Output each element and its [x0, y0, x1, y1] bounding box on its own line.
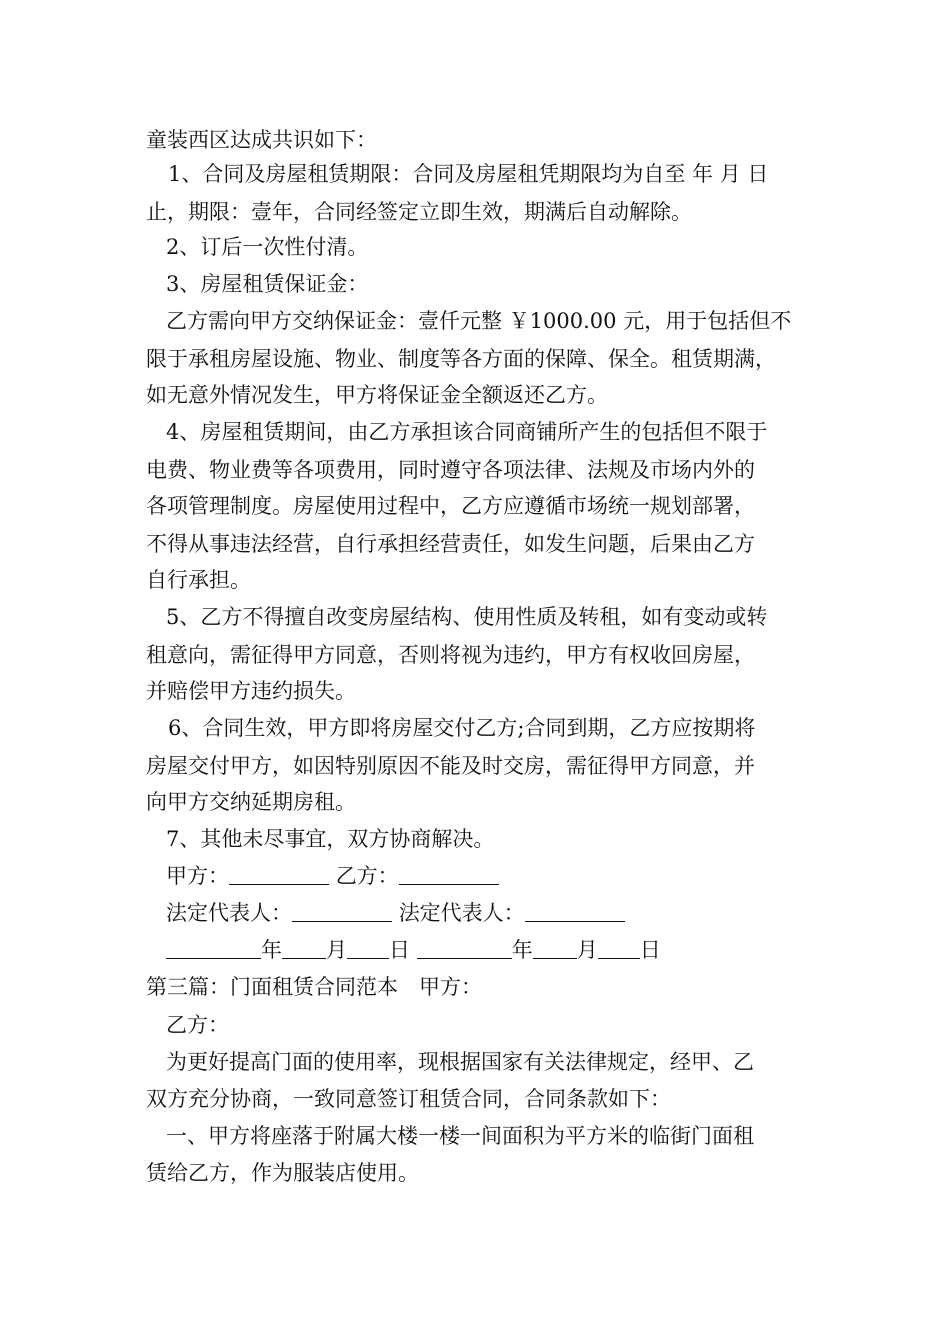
year-label: 年 [511, 938, 533, 962]
month-label: 月 [576, 938, 598, 962]
text-line: 自行承担。 [146, 568, 251, 592]
text-line: 限于承租房屋设施、物业、制度等各方面的保障、保全。租赁期满， [146, 347, 776, 371]
party-b-label: 乙方： [335, 864, 399, 888]
signature-representatives [166, 898, 625, 928]
text-line: 乙方： [166, 1013, 229, 1037]
clause-3: 3、房屋租赁保证金： [166, 272, 369, 296]
clause-7: 7、其他未尽事宜，双方协商解决。 [166, 827, 495, 851]
text-line: 各项管理制度。房屋使用过程中，乙方应遵循市场统一规划部署， [146, 494, 755, 518]
text-line: 童装西区达成共识如下： [146, 128, 377, 152]
text-line: 并赔偿甲方违约损失。 [146, 679, 356, 703]
text-line: 电费、物业费等各项费用，同时遵守各项法律、法规及市场内外的 [146, 458, 755, 482]
year-a-blank [166, 938, 261, 959]
party-b-blank [399, 864, 499, 885]
text-line: 房屋交付甲方，如因特别原因不能及时交房，需征得甲方同意，并 [146, 754, 755, 778]
day-label: 日 [389, 938, 410, 962]
day-a-blank [347, 938, 389, 959]
day-b-blank [598, 938, 640, 959]
year-b-blank [417, 938, 512, 959]
signature-dates [166, 935, 661, 965]
day-label: 日 [639, 938, 661, 962]
clause-4: 4、房屋租赁期间，由乙方承担该合同商铺所产生的包括但不限于 [166, 420, 768, 444]
text-line: 不得从事违法经营，自行承担经营责任，如发生问题，后果由乙方 [146, 532, 755, 556]
rep-a-blank [292, 901, 392, 922]
clause-6: 6、合同生效，甲方即将房屋交付乙方;合同到期，乙方应按期将 [168, 716, 756, 740]
rep-b-label: 法定代表人： [398, 901, 525, 925]
month-a-blank [282, 938, 326, 959]
text-line: 如无意外情况发生，甲方将保证金全额返还乙方。 [146, 383, 608, 407]
year-label: 年 [261, 938, 282, 962]
text-line: 赁给乙方，作为服装店使用。 [146, 1161, 419, 1185]
clause-1: 1、合同及房屋租赁期限：合同及房屋租凭期限均为自至 年 月 日 [168, 162, 769, 186]
text-line: 双方充分协商，一致同意签订租赁合同，合同条款如下： [146, 1087, 671, 1111]
section-heading: 第三篇：门面租赁合同范本 甲方： [146, 975, 482, 999]
text-line: 一、甲方将座落于附属大楼一楼一间面积为平方米的临街门面租 [166, 1124, 754, 1148]
text-line: 止，期限：壹年，合同经签定立即生效，期满后自动解除。 [146, 200, 692, 224]
text-line: 为更好提高门面的使用率，现根据国家有关法律规定，经甲、乙 [166, 1050, 754, 1074]
text-line: 乙方需向甲方交纳保证金：壹仟元整 ￥1000.00 元，用于包括但不 [166, 309, 792, 333]
text-line: 向甲方交纳延期房租。 [146, 790, 356, 814]
text-line: 租意向，需征得甲方同意，否则将视为违约，甲方有权收回房屋， [146, 643, 755, 667]
clause-5: 5、乙方不得擅自改变房屋结构、使用性质及转租，如有变动或转 [166, 605, 768, 629]
rep-a-label: 法定代表人： [166, 901, 292, 925]
rep-b-blank [525, 901, 625, 922]
month-label: 月 [326, 938, 347, 962]
party-a-label: 甲方： [166, 864, 229, 888]
clause-2: 2、订后一次性付清。 [166, 235, 369, 259]
signature-parties [166, 861, 499, 891]
month-b-blank [533, 938, 577, 959]
party-a-blank [229, 864, 329, 885]
